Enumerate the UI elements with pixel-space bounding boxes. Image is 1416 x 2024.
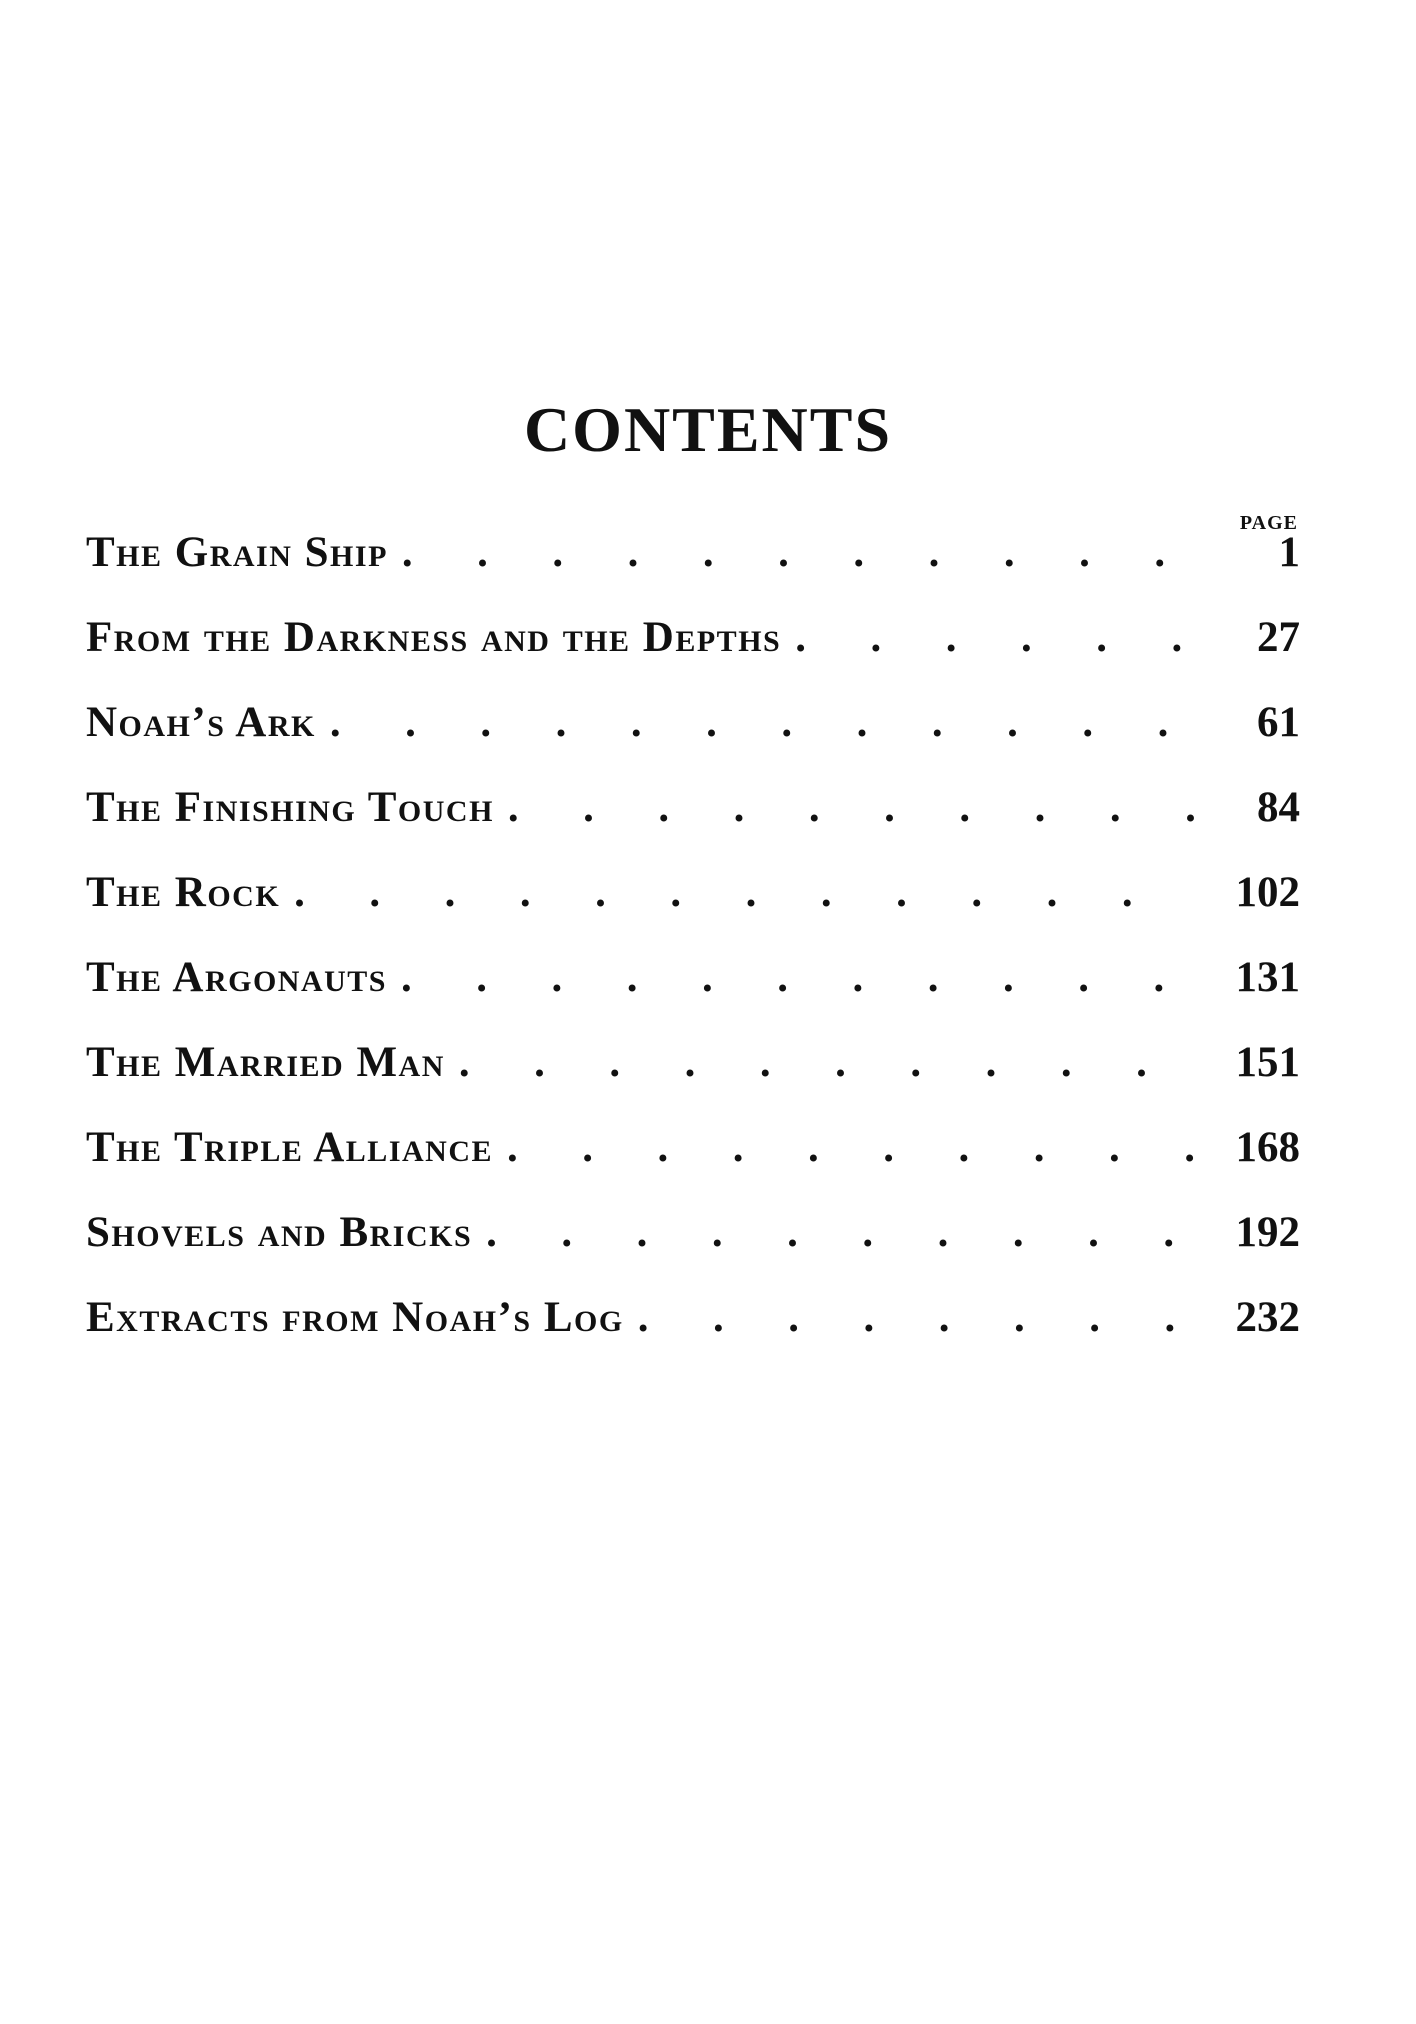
page-column-label: PAGE	[1239, 512, 1298, 534]
toc-entry	[86, 1208, 1300, 1293]
toc-entry-page: 168	[1235, 1124, 1300, 1171]
toc-entry-title: Extracts from Noah’s Log	[86, 1294, 624, 1341]
toc-entry-title: The Triple Alliance	[86, 1124, 493, 1171]
toc-entry-title: The Finishing Touch	[86, 784, 494, 831]
toc-entry-title: The Argonauts	[86, 954, 387, 1001]
toc-entry	[86, 1123, 1300, 1208]
toc-entry-page: 192	[1235, 1209, 1300, 1256]
toc-entry-title: Noah’s Ark	[86, 699, 316, 746]
toc-entry-page: 102	[1235, 869, 1300, 916]
toc-entry-page: 232	[1235, 1294, 1300, 1341]
toc-entry-title: The Grain Ship	[86, 529, 388, 576]
toc-entry-page: 84	[1257, 784, 1300, 831]
toc-entry-title: From the Darkness and the Depths	[86, 614, 782, 661]
dot-leader	[508, 783, 1198, 832]
toc-entry-page: 61	[1257, 699, 1300, 746]
toc-entry	[86, 613, 1300, 698]
dot-leader	[459, 1038, 1198, 1087]
toc-entry	[86, 698, 1300, 783]
dot-leader	[507, 1123, 1198, 1172]
toc-entry	[86, 783, 1300, 868]
toc-entry-page: 131	[1235, 954, 1300, 1001]
dot-leader	[638, 1293, 1198, 1342]
dot-leader	[294, 868, 1198, 917]
toc-entry-title: The Married Man	[86, 1039, 445, 1086]
toc-entry	[86, 1293, 1300, 1378]
contents-heading: CONTENTS	[523, 394, 893, 465]
toc-entry-page: 151	[1235, 1039, 1300, 1086]
dot-leader	[330, 698, 1198, 747]
toc-entry-page: 27	[1257, 614, 1300, 661]
toc-entry	[86, 528, 1300, 613]
dot-leader	[486, 1208, 1198, 1257]
dot-leader	[401, 953, 1198, 1002]
dot-leader	[402, 528, 1198, 577]
toc-entry-title: The Rock	[86, 869, 281, 916]
toc-entry	[86, 868, 1300, 953]
dot-leader	[795, 613, 1198, 662]
toc-entry-page: 1	[1278, 529, 1300, 576]
table-of-contents	[86, 528, 1300, 1378]
toc-entry-title: Shovels and Bricks	[86, 1209, 473, 1256]
toc-entry	[86, 953, 1300, 1038]
toc-entry	[86, 1038, 1300, 1123]
